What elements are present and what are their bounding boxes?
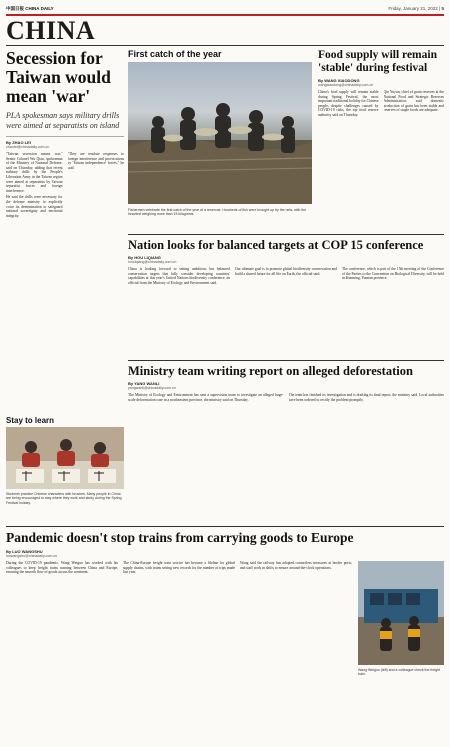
masthead-logo: [6, 6, 54, 12]
byline-block: [6, 549, 444, 558]
article-food: [318, 49, 444, 232]
paragraph: During the COVID-19 pandemic, Wang Weiguo has worked with his colleagues to keep freight trains running between China and Europe, ensuring the smooth flow of goods across the continent.: [6, 561, 118, 575]
byline-block: [128, 255, 444, 264]
paragraph: The China-Europe freight train service has become a lifeline for global supply chains, with trains setting new records for the number of trips made last year.: [123, 561, 235, 575]
byline-email[interactable]: wangxiaodong@chinadaily.com.cn: [318, 83, 374, 87]
headline: Ministry team writing report on alleged deforestation: [128, 364, 413, 378]
train-photo-art: [358, 561, 444, 665]
article-body: [6, 152, 124, 218]
paper-name-cn: 中国日报: [6, 5, 24, 11]
photo-feature: [128, 49, 312, 229]
article-pandemic: [6, 526, 444, 744]
article-body: [6, 561, 352, 711]
photo-caption: Wang Weiguo (left) and a colleague check the freight train.: [358, 668, 441, 677]
paragraph: He said the drills were necessary for the defense ministry to explicitly voice its determination to safeguard national sovereignty and territorial integrity.: [6, 195, 63, 218]
paragraph: "Taiwan secession means war," Senior Colonel Wu Qian, spokesman of the Ministry of National Defense, said on Thursday, adding that recent military drills by the People's Liberation Army in the Taiwan region were aimed at separatists by Taiwan separatist forces and foreign interference.: [6, 152, 63, 193]
article-body: [318, 90, 444, 118]
train-photo-block: [358, 561, 444, 711]
byline-block: [6, 136, 124, 149]
feature-title: Stay to learn: [6, 416, 55, 425]
paragraph: Wang said the railway has adopted contactless measures at border ports, and staff work in shifts to ensure around-the-clock operations.: [240, 561, 352, 570]
fishing-photo: [128, 62, 312, 204]
byline-email[interactable]: yangwanli@chinadaily.com.cn: [128, 386, 176, 390]
paragraph: Qin Yuyun, chief of grain reserves at the National Food and Strategic Reserves Administration, said domestic production of grain has been stable and reserves of staple foods are adequate.: [383, 90, 444, 113]
photo-caption: Students practice Chinese characters with brushes. Many people in China are being encouraged to stay where they work and study during the Spring Festival holiday.: [6, 492, 122, 505]
paragraph: "They are resolute responses to foreign interference and provocations by 'Taiwan independence' forces," he said.: [67, 152, 124, 170]
paragraph: Our ultimate goal is to promote global biodiversity conservation and build a shared future for all life on Earth, the official said.: [235, 267, 337, 276]
article-secession: [6, 49, 124, 432]
folio-right: Friday, January 21, 2022 | 5: [388, 6, 444, 11]
photo-caption: Fishermen celebrate the first catch of the year at a reservoir. Hundreds of fish were brought up by the nets, with the heaviest weighing more than 15 kilograms.: [128, 208, 307, 217]
paper-name: CHINA DAILY: [25, 5, 54, 11]
photo-stay-to-learn: [6, 416, 124, 520]
feature-title: First catch of the year: [128, 49, 222, 59]
folio-bar: [6, 4, 444, 13]
students-photo-art: [6, 427, 124, 489]
paragraph: The conference, which is part of the 15th meeting of the Conference of the Parties to the Convention on Biological Diversity, will be held in Kunming, Yunnan province.: [342, 267, 444, 281]
fishing-photo-art: [128, 62, 312, 204]
byline-block: [318, 78, 444, 87]
byline-email[interactable]: zhaolei@chinadaily.com.cn: [6, 145, 50, 149]
paragraph: China is looking forward to setting ambitious but balanced conservation targets that fully consider developing countries' capabilities at this year's United Nations biodiversity conference, an official from the Ministry of Ecology and Environment said.: [128, 267, 230, 285]
byline: By HOU LIQIANG: [128, 255, 161, 260]
headline: Pandemic doesn't stop trains from carrying goods to Europe: [6, 530, 354, 545]
subheadline: PLA spokesman says military drills were aimed at separatists on island: [6, 111, 120, 130]
page-number: 5: [441, 6, 444, 11]
article-body: [128, 267, 444, 285]
issue-date: Friday, January 21, 2022: [388, 6, 438, 11]
headline: Nation looks for balanced targets at COP 15 conference: [128, 238, 424, 252]
byline-email[interactable]: luowangshu@chinadaily.com.cn: [6, 554, 58, 558]
byline-email[interactable]: houliqiang@chinadaily.com.cn: [128, 260, 177, 264]
article-nation: [128, 234, 444, 360]
article-layout: [6, 561, 444, 711]
paragraph: China's food supply will remain stable during Spring Festival, the most important traditional holiday for Chinese people, despite challenges caused by COVID-19 risks, the top food reserve authority said on Thursday.: [318, 90, 379, 117]
article-body: [128, 393, 444, 402]
byline: By YANG WANLI: [128, 381, 160, 386]
article-ministry: [128, 360, 444, 514]
headline: Secession for Taiwan would mean 'war': [6, 49, 111, 106]
paragraph: The Ministry of Ecology and Environment has sent a supervision team to investigate an alleged large-scale deforestation case in a northeastern province, the ministry said on Thursday.: [128, 393, 284, 402]
train-photo: [358, 561, 444, 665]
byline: By LUO WANGSHU: [6, 549, 43, 554]
section-rule: [6, 45, 444, 46]
students-photo: [6, 427, 124, 489]
byline: By WANG XIAODONG: [318, 78, 360, 83]
paragraph: The team has finished its investigation and is drafting its final report, the ministry said. Local authorities have been ordered to rectify the problem promptly.: [288, 393, 444, 402]
byline: By ZHAO LEI: [6, 140, 31, 145]
headline: Food supply will remain 'stable' during festival: [318, 49, 437, 74]
byline-block: [128, 381, 444, 390]
section-title: CHINA: [6, 16, 96, 45]
